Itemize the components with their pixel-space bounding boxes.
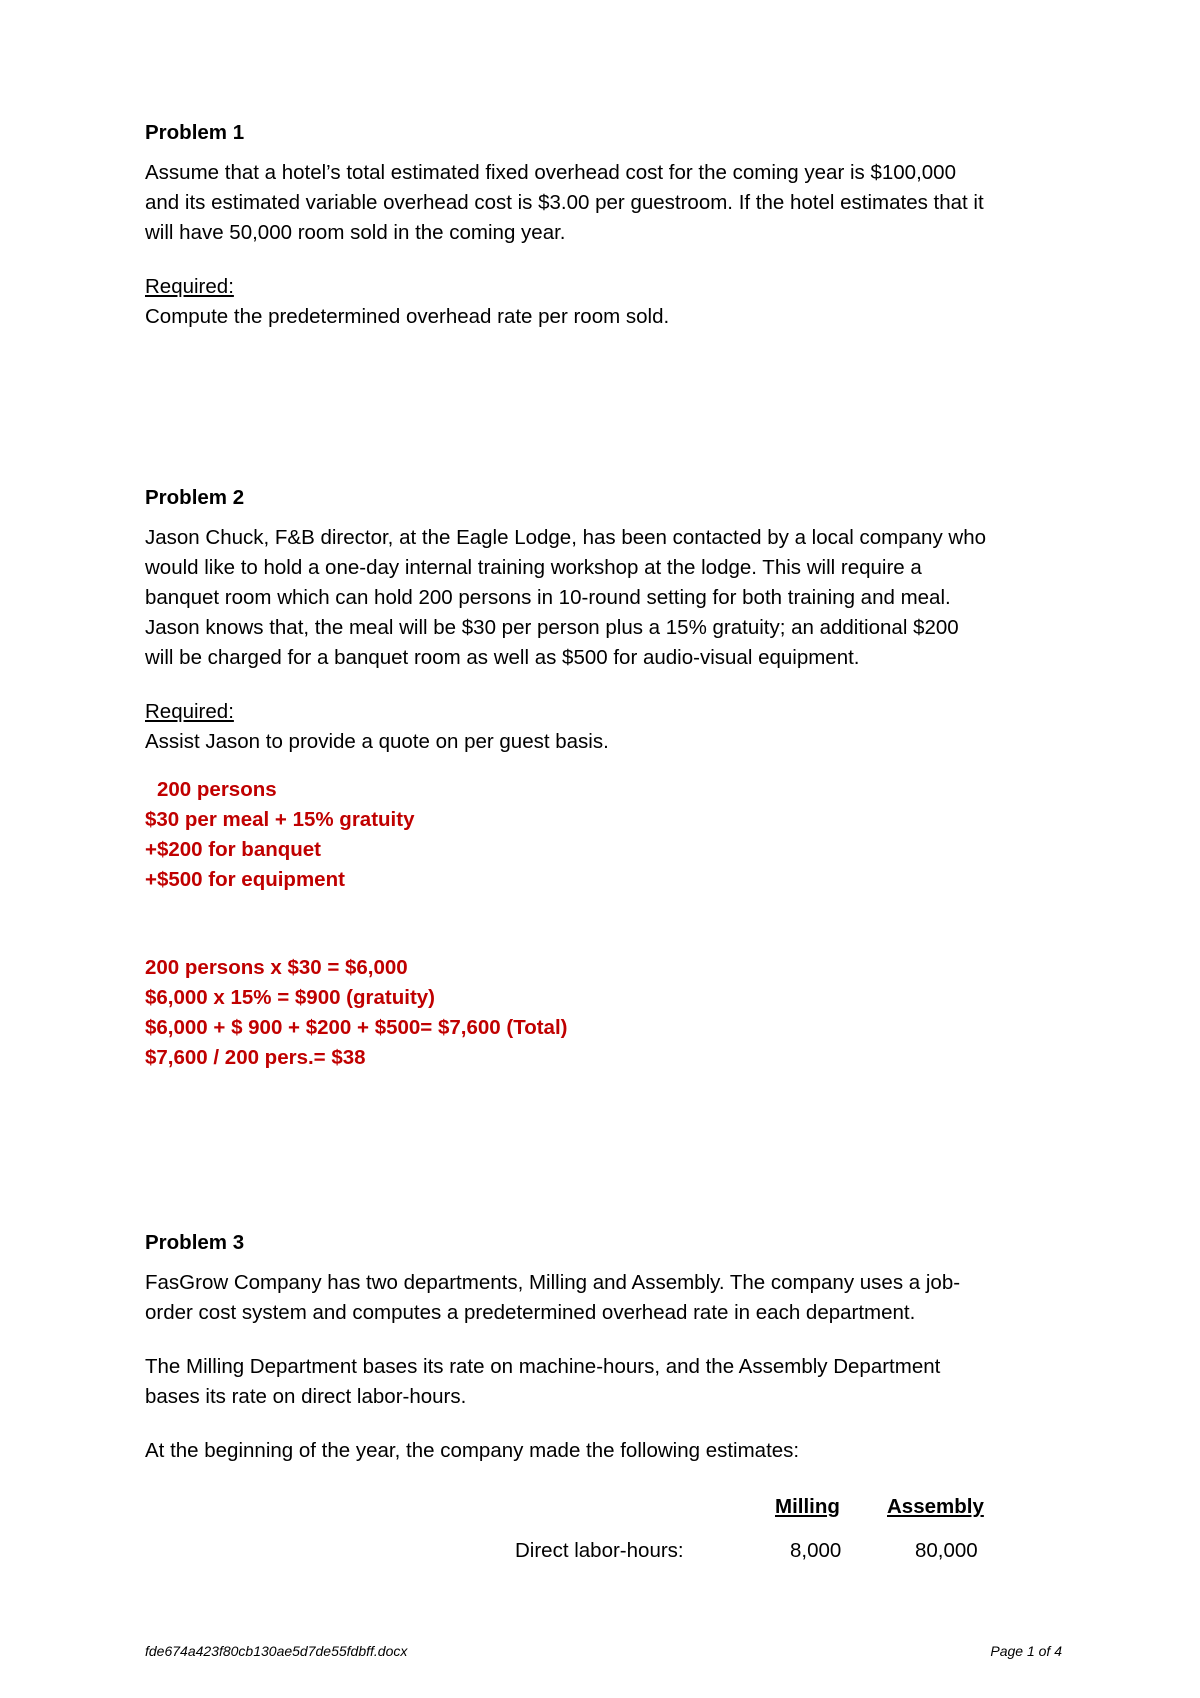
- footer-page-number: Page 1 of 4: [990, 1643, 1062, 1659]
- table-row: [145, 1536, 1075, 1580]
- estimates-table: [145, 1492, 1075, 1580]
- problem-2-heading: Problem 2: [145, 486, 245, 509]
- problem-3-heading: Problem 3: [145, 1231, 245, 1254]
- footer-filename: fde674a423f80cb130ae5d7de55fdbff.docx: [145, 1643, 408, 1659]
- problem-2-line: banquet room which can hold 200 persons in 10-round setting for both training and meal.: [145, 586, 951, 609]
- required-text: Assist Jason to provide a quote on per guest basis.: [145, 730, 609, 753]
- row-label: Direct labor-hours:: [515, 1539, 684, 1562]
- assembly-value: 80,000: [915, 1539, 978, 1562]
- answer-note-line: +$500 for equipment: [145, 868, 345, 891]
- problem-3-section: [145, 1228, 1075, 1466]
- problem-2-section: [145, 483, 1075, 1073]
- required-text: Compute the predetermined overhead rate per room sold.: [145, 305, 670, 328]
- problem-2-line: Jason Chuck, F&B director, at the Eagle Lodge, has been contacted by a local company who: [145, 526, 987, 549]
- calculation-line: $6,000 x 15% = $900 (gratuity): [145, 986, 436, 1009]
- problem-1-line: and its estimated variable overhead cost is $3.00 per guestroom. If the hotel estimates that it: [145, 191, 984, 214]
- problem-1-heading: Problem 1: [145, 121, 245, 144]
- problem-1-line: Assume that a hotel’s total estimated fixed overhead cost for the coming year is $100,000: [145, 161, 956, 184]
- problem-3-paragraph-2: [145, 1352, 1075, 1412]
- problem-1-line: will have 50,000 room sold in the coming year.: [145, 221, 566, 244]
- calculation-line: 200 persons x $30 = $6,000: [145, 956, 408, 979]
- problem-3-paragraph-1: [145, 1268, 1075, 1328]
- answer-note-line: 200 persons: [157, 778, 277, 801]
- problem-3-paragraph-3: [145, 1436, 1075, 1466]
- problem-3-line: FasGrow Company has two departments, Milling and Assembly. The company uses a job-: [145, 1271, 961, 1294]
- table-header-row: [145, 1492, 1075, 1536]
- problem-2-line: would like to hold a one-day internal training workshop at the lodge. This will require a: [145, 556, 922, 579]
- answer-notes: [145, 775, 1075, 895]
- problem-2-required: [145, 697, 1075, 757]
- calculation-line: $7,600 / 200 pers.= $38: [145, 1046, 366, 1069]
- column-header-assembly: Assembly: [887, 1495, 984, 1518]
- problem-3-line: The Milling Department bases its rate on machine-hours, and the Assembly Department: [145, 1355, 941, 1378]
- problem-3-line: bases its rate on direct labor-hours.: [145, 1385, 467, 1408]
- answer-note-line: +$200 for banquet: [145, 838, 322, 861]
- calculation-line: $6,000 + $ 900 + $200 + $500= $7,600 (Total): [145, 1016, 568, 1039]
- problem-2-line: will be charged for a banquet room as well as $500 for audio-visual equipment.: [145, 646, 860, 669]
- problem-3-line: order cost system and computes a predetermined overhead rate in each department.: [145, 1301, 916, 1324]
- milling-value: 8,000: [790, 1539, 842, 1562]
- problem-1-section: [145, 118, 1075, 332]
- required-label: Required:: [145, 700, 234, 723]
- problem-2-line: Jason knows that, the meal will be $30 per person plus a 15% gratuity; an additional $200: [145, 616, 959, 639]
- problem-1-required: [145, 272, 1075, 332]
- answer-calculations: [145, 953, 1075, 1073]
- required-label: Required:: [145, 275, 234, 298]
- answer-note-line: $30 per meal + 15% gratuity: [145, 808, 415, 831]
- column-header-milling: Milling: [775, 1495, 840, 1518]
- problem-1-statement: [145, 158, 1075, 248]
- problem-3-line: At the beginning of the year, the company made the following estimates:: [145, 1439, 800, 1462]
- problem-2-statement: [145, 523, 1075, 673]
